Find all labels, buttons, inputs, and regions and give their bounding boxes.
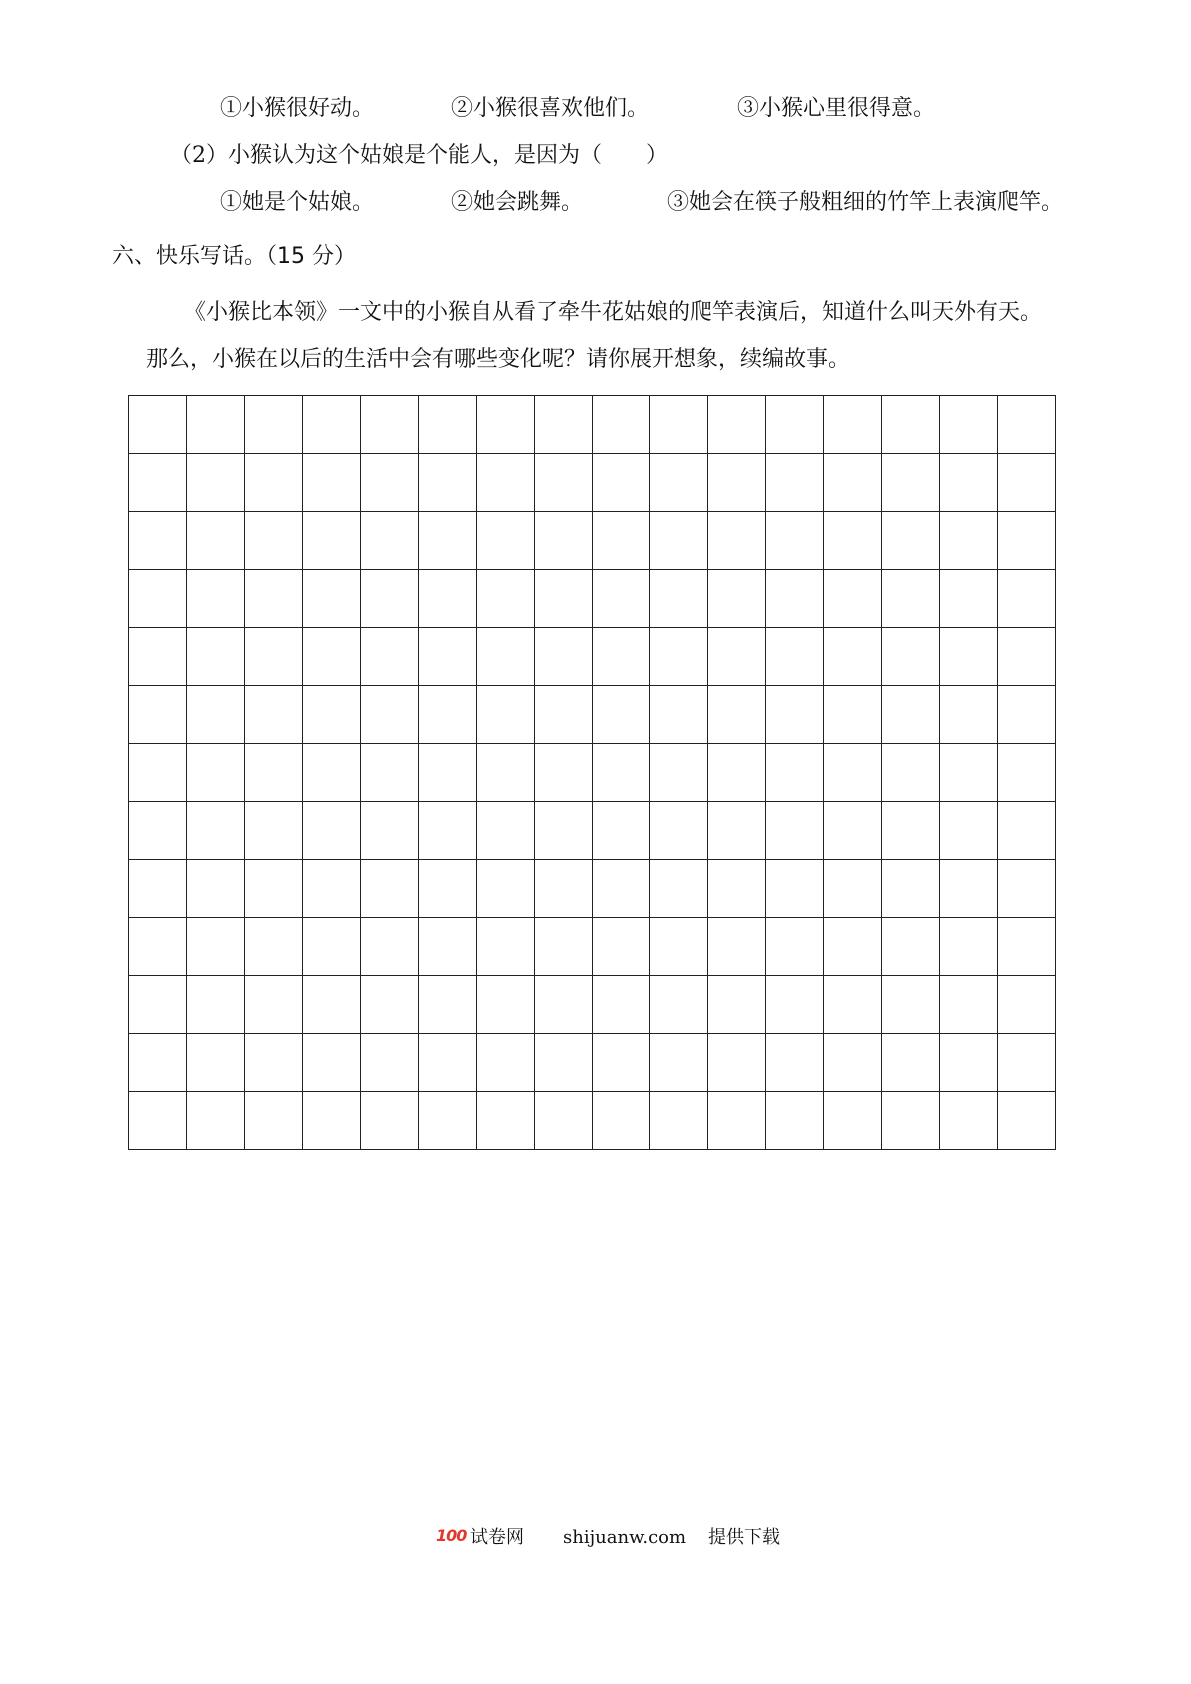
grid-cell[interactable] [419, 512, 477, 570]
grid-cell[interactable] [940, 1092, 998, 1150]
grid-cell[interactable] [824, 976, 882, 1034]
grid-cell[interactable] [824, 570, 882, 628]
grid-cell[interactable] [535, 802, 593, 860]
grid-cell[interactable] [766, 860, 824, 918]
grid-cell[interactable] [477, 686, 535, 744]
grid-cell[interactable] [245, 1092, 303, 1150]
grid-cell[interactable] [882, 512, 940, 570]
grid-cell[interactable] [940, 1034, 998, 1092]
grid-cell[interactable] [824, 802, 882, 860]
grid-cell[interactable] [766, 744, 824, 802]
grid-cell[interactable] [882, 570, 940, 628]
grid-cell[interactable] [477, 628, 535, 686]
q2-option-1: ①她是个姑娘。 [220, 190, 375, 215]
grid-cell[interactable] [129, 860, 187, 918]
grid-cell[interactable] [129, 744, 187, 802]
grid-cell[interactable] [882, 860, 940, 918]
grid-cell[interactable] [766, 686, 824, 744]
grid-cell[interactable] [708, 570, 766, 628]
grid-cell[interactable] [129, 918, 187, 976]
grid-cell[interactable] [824, 744, 882, 802]
grid-cell[interactable] [303, 396, 361, 454]
writing-prompt-line-1: 《小猴比本领》一文中的小猴自从看了牵牛花姑娘的爬竿表演后，知道什么叫天外有天。 [184, 300, 1043, 325]
grid-cell[interactable] [708, 454, 766, 512]
grid-cell[interactable] [477, 918, 535, 976]
grid-cell[interactable] [477, 860, 535, 918]
footer [0, 1526, 1191, 1556]
grid-cell[interactable] [650, 860, 708, 918]
grid-cell[interactable] [882, 976, 940, 1034]
grid-cell[interactable] [708, 1034, 766, 1092]
grid-cell[interactable] [303, 860, 361, 918]
grid-cell[interactable] [766, 918, 824, 976]
grid-cell[interactable] [303, 512, 361, 570]
grid-cell[interactable] [650, 802, 708, 860]
grid-cell[interactable] [303, 1034, 361, 1092]
brand-logo: 100 [436, 1526, 467, 1545]
grid-cell[interactable] [998, 686, 1056, 744]
grid-cell[interactable] [303, 686, 361, 744]
grid-cell[interactable] [593, 570, 651, 628]
grid-cell[interactable] [535, 1092, 593, 1150]
writing-prompt-line-2: 那么，小猴在以后的生活中会有哪些变化呢？请你展开想象，续编故事。 [146, 347, 851, 372]
grid-cell[interactable] [766, 570, 824, 628]
grid-cell[interactable] [361, 1034, 419, 1092]
grid-cell[interactable] [129, 512, 187, 570]
grid-cell[interactable] [824, 396, 882, 454]
grid-cell[interactable] [535, 744, 593, 802]
grid-cell[interactable] [419, 976, 477, 1034]
grid-cell[interactable] [766, 454, 824, 512]
q2-stem: （2）小猴认为这个姑娘是个能人，是因为（ ） [170, 143, 668, 168]
grid-cell[interactable] [187, 686, 245, 744]
grid-cell[interactable] [766, 1092, 824, 1150]
grid-cell[interactable] [824, 686, 882, 744]
footer-brand: 试卷网 [470, 1527, 524, 1548]
grid-cell[interactable] [998, 918, 1056, 976]
grid-cell[interactable] [650, 686, 708, 744]
grid-cell[interactable] [303, 744, 361, 802]
grid-cell[interactable] [708, 396, 766, 454]
grid-cell[interactable] [708, 628, 766, 686]
grid-cell[interactable] [708, 976, 766, 1034]
grid-cell[interactable] [824, 628, 882, 686]
grid-cell[interactable] [187, 860, 245, 918]
grid-cell[interactable] [940, 396, 998, 454]
grid-cell[interactable] [998, 1092, 1056, 1150]
grid-cell[interactable] [882, 628, 940, 686]
grid-cell[interactable] [940, 802, 998, 860]
grid-cell[interactable] [361, 570, 419, 628]
grid-cell[interactable] [303, 976, 361, 1034]
grid-cell[interactable] [940, 976, 998, 1034]
grid-cell[interactable] [882, 802, 940, 860]
grid-cell[interactable] [766, 976, 824, 1034]
grid-cell[interactable] [187, 1034, 245, 1092]
grid-cell[interactable] [245, 918, 303, 976]
q1-option-2: ②小猴很喜欢他们。 [451, 96, 650, 121]
grid-cell[interactable] [129, 976, 187, 1034]
grid-cell[interactable] [708, 860, 766, 918]
grid-cell[interactable] [940, 744, 998, 802]
grid-cell[interactable] [650, 512, 708, 570]
grid-cell[interactable] [998, 454, 1056, 512]
grid-cell[interactable] [882, 918, 940, 976]
grid-cell[interactable] [419, 1092, 477, 1150]
grid-cell[interactable] [708, 686, 766, 744]
grid-cell[interactable] [593, 976, 651, 1034]
grid-cell[interactable] [593, 628, 651, 686]
q2-option-2: ②她会跳舞。 [451, 190, 584, 215]
grid-cell[interactable] [535, 628, 593, 686]
grid-cell[interactable] [129, 628, 187, 686]
grid-cell[interactable] [245, 454, 303, 512]
grid-cell[interactable] [535, 454, 593, 512]
grid-cell[interactable] [593, 1092, 651, 1150]
grid-cell[interactable] [998, 976, 1056, 1034]
grid-cell[interactable] [245, 1034, 303, 1092]
grid-cell[interactable] [650, 570, 708, 628]
grid-cell[interactable] [187, 454, 245, 512]
grid-cell[interactable] [419, 628, 477, 686]
grid-cell[interactable] [940, 860, 998, 918]
grid-cell[interactable] [766, 802, 824, 860]
grid-cell[interactable] [824, 454, 882, 512]
grid-cell[interactable] [998, 396, 1056, 454]
grid-cell[interactable] [245, 860, 303, 918]
grid-cell[interactable] [419, 396, 477, 454]
grid-cell[interactable] [708, 802, 766, 860]
grid-cell[interactable] [650, 918, 708, 976]
grid-cell[interactable] [419, 860, 477, 918]
grid-cell[interactable] [882, 454, 940, 512]
grid-cell[interactable] [824, 512, 882, 570]
grid-cell[interactable] [766, 628, 824, 686]
grid-cell[interactable] [303, 628, 361, 686]
grid-cell[interactable] [477, 454, 535, 512]
grid-cell[interactable] [245, 396, 303, 454]
grid-cell[interactable] [940, 454, 998, 512]
grid-cell[interactable] [998, 512, 1056, 570]
grid-cell[interactable] [419, 570, 477, 628]
grid-cell[interactable] [361, 454, 419, 512]
footer-note: 提供下载 [708, 1527, 780, 1548]
grid-cell[interactable] [187, 918, 245, 976]
grid-cell[interactable] [998, 1034, 1056, 1092]
grid-cell[interactable] [419, 918, 477, 976]
grid-cell[interactable] [650, 396, 708, 454]
grid-cell[interactable] [187, 512, 245, 570]
grid-cell[interactable] [187, 744, 245, 802]
grid-cell[interactable] [303, 1092, 361, 1150]
grid-cell[interactable] [824, 860, 882, 918]
grid-cell[interactable] [882, 396, 940, 454]
grid-cell[interactable] [824, 918, 882, 976]
grid-cell[interactable] [708, 918, 766, 976]
grid-cell[interactable] [998, 570, 1056, 628]
grid-cell[interactable] [419, 1034, 477, 1092]
grid-cell[interactable] [303, 918, 361, 976]
grid-cell[interactable] [361, 686, 419, 744]
grid-cell[interactable] [882, 1034, 940, 1092]
grid-cell[interactable] [535, 512, 593, 570]
grid-cell[interactable] [535, 976, 593, 1034]
grid-cell[interactable] [940, 918, 998, 976]
grid-cell[interactable] [245, 744, 303, 802]
grid-cell[interactable] [535, 860, 593, 918]
grid-cell[interactable] [650, 454, 708, 512]
grid-cell[interactable] [129, 1092, 187, 1150]
grid-cell[interactable] [129, 802, 187, 860]
grid-cell[interactable] [129, 686, 187, 744]
grid-cell[interactable] [419, 802, 477, 860]
grid-cell[interactable] [187, 570, 245, 628]
grid-cell[interactable] [477, 976, 535, 1034]
grid-cell[interactable] [361, 744, 419, 802]
grid-cell[interactable] [824, 1034, 882, 1092]
grid-cell[interactable] [650, 628, 708, 686]
grid-cell[interactable] [361, 976, 419, 1034]
grid-cell[interactable] [593, 512, 651, 570]
section-heading: 六、快乐写话。（15 分） [112, 244, 356, 269]
grid-cell[interactable] [593, 802, 651, 860]
grid-cell[interactable] [245, 628, 303, 686]
grid-cell[interactable] [535, 396, 593, 454]
q2-option-3: ③她会在筷子般粗细的竹竿上表演爬竿。 [667, 190, 1064, 215]
grid-cell[interactable] [303, 570, 361, 628]
grid-cell[interactable] [187, 396, 245, 454]
grid-cell[interactable] [535, 686, 593, 744]
grid-cell[interactable] [593, 686, 651, 744]
grid-cell[interactable] [940, 686, 998, 744]
grid-cell[interactable] [477, 1034, 535, 1092]
grid-cell[interactable] [940, 570, 998, 628]
grid-cell[interactable] [708, 1092, 766, 1150]
grid-cell[interactable] [303, 454, 361, 512]
grid-cell[interactable] [882, 744, 940, 802]
grid-cell[interactable] [129, 396, 187, 454]
grid-cell[interactable] [361, 1092, 419, 1150]
grid-cell[interactable] [245, 512, 303, 570]
grid-cell[interactable] [708, 512, 766, 570]
grid-cell[interactable] [535, 1034, 593, 1092]
grid-cell[interactable] [129, 1034, 187, 1092]
grid-cell[interactable] [129, 570, 187, 628]
grid-cell[interactable] [593, 1034, 651, 1092]
grid-cell[interactable] [650, 976, 708, 1034]
grid-cell[interactable] [419, 686, 477, 744]
grid-cell[interactable] [535, 570, 593, 628]
grid-cell[interactable] [419, 454, 477, 512]
grid-cell[interactable] [593, 860, 651, 918]
grid-cell[interactable] [940, 512, 998, 570]
grid-cell[interactable] [650, 744, 708, 802]
q1-option-1: ①小猴很好动。 [220, 96, 375, 121]
grid-cell[interactable] [477, 512, 535, 570]
grid-cell[interactable] [766, 1034, 824, 1092]
q1-option-3: ③小猴心里很得意。 [737, 96, 936, 121]
grid-cell[interactable] [187, 628, 245, 686]
grid-cell[interactable] [477, 744, 535, 802]
grid-cell[interactable] [361, 918, 419, 976]
grid-cell[interactable] [361, 512, 419, 570]
grid-cell[interactable] [593, 396, 651, 454]
grid-cell[interactable] [998, 802, 1056, 860]
grid-cell[interactable] [245, 802, 303, 860]
grid-cell[interactable] [824, 1092, 882, 1150]
grid-cell[interactable] [303, 802, 361, 860]
grid-cell[interactable] [129, 454, 187, 512]
grid-cell[interactable] [361, 396, 419, 454]
grid-cell[interactable] [940, 628, 998, 686]
grid-cell[interactable] [477, 396, 535, 454]
grid-cell[interactable] [998, 744, 1056, 802]
grid-cell[interactable] [245, 686, 303, 744]
grid-cell[interactable] [245, 570, 303, 628]
grid-cell[interactable] [245, 976, 303, 1034]
grid-cell[interactable] [477, 570, 535, 628]
grid-cell[interactable] [419, 744, 477, 802]
grid-cell[interactable] [361, 802, 419, 860]
grid-cell[interactable] [187, 976, 245, 1034]
grid-cell[interactable] [593, 744, 651, 802]
grid-cell[interactable] [477, 1092, 535, 1150]
footer-site-link[interactable]: shijuanw.com [563, 1527, 687, 1548]
grid-cell[interactable] [650, 1034, 708, 1092]
grid-cell[interactable] [187, 1092, 245, 1150]
grid-cell[interactable] [361, 860, 419, 918]
grid-cell[interactable] [361, 628, 419, 686]
grid-cell[interactable] [766, 512, 824, 570]
grid-cell[interactable] [882, 1092, 940, 1150]
grid-cell[interactable] [477, 802, 535, 860]
grid-cell[interactable] [187, 802, 245, 860]
grid-cell[interactable] [593, 454, 651, 512]
writing-grid[interactable] [128, 395, 1056, 1150]
grid-cell[interactable] [593, 918, 651, 976]
grid-cell[interactable] [650, 1092, 708, 1150]
grid-cell[interactable] [766, 396, 824, 454]
grid-cell[interactable] [708, 744, 766, 802]
grid-cell[interactable] [882, 686, 940, 744]
grid-cell[interactable] [998, 628, 1056, 686]
grid-cell[interactable] [998, 860, 1056, 918]
grid-cell[interactable] [535, 918, 593, 976]
